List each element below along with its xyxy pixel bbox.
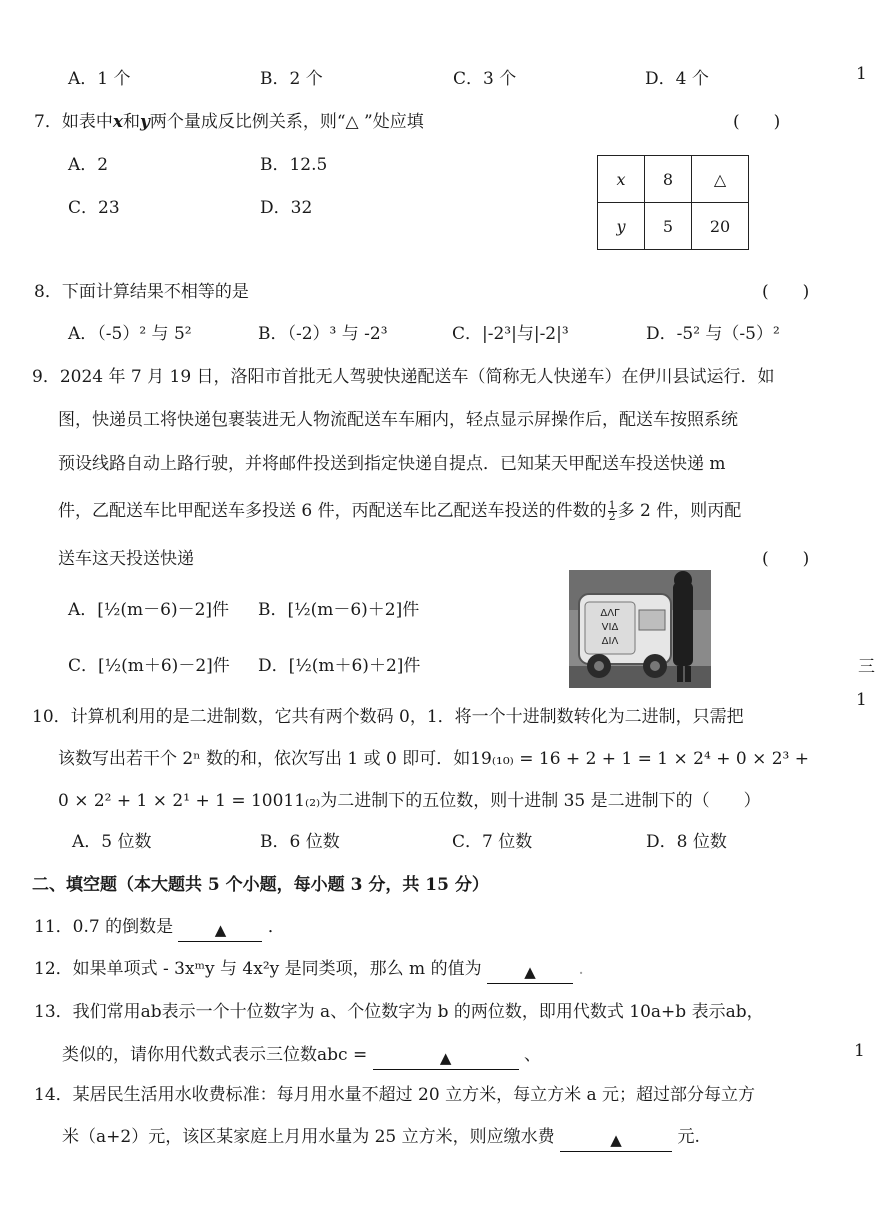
q6-option-a: A．1 个 — [68, 69, 131, 89]
svg-text:ΔΙΛ: ΔΙΛ — [601, 636, 619, 647]
q9-option-c: C．[½(m＋6)－2]件 — [68, 656, 230, 676]
q9-line-2: 图，快递员工将快递包裹装进无人物流配送车车厢内，轻点显示屏操作后，配送车按照系统 — [58, 410, 738, 430]
q7-option-b: B．12.5 — [260, 155, 328, 175]
q7-option-d: D．32 — [260, 198, 313, 218]
margin-mark: 1 — [856, 64, 867, 84]
q8-answer-paren: ( ) — [762, 282, 810, 302]
q8-option-b: B．（-2）³ 与 -2³ — [258, 324, 388, 344]
q9-answer-paren: ( ) — [762, 549, 810, 569]
q6-option-d: D．4 个 — [645, 69, 709, 89]
q8-option-d: D．-5² 与（-5）² — [646, 324, 780, 344]
table-row — [598, 203, 749, 250]
q8-option-c: C．|-2³|与|-2|³ — [452, 324, 569, 344]
delivery-vehicle-photo — [569, 570, 711, 688]
q7-option-c: C．23 — [68, 198, 120, 218]
q8-option-a: A．（-5）² 与 5² — [68, 324, 192, 344]
q14-line-1: 14．某居民生活用水收费标准：每月用水量不超过 20 立方米，每立方米 a 元；超过部分每立方 — [34, 1085, 756, 1105]
margin-mark: 1 — [854, 1041, 865, 1061]
table-cell: 5 — [645, 203, 692, 250]
table-cell: x — [598, 156, 645, 203]
q9-option-b: B．[½(m－6)＋2]件 — [258, 600, 420, 620]
q7-option-a: A．2 — [68, 155, 109, 175]
table-cell: △ — [692, 156, 749, 203]
q12: 12．如果单项式 - 3xᵐy 与 4x²y 是同类项，那么 m 的值为 ▲ . — [34, 954, 584, 984]
q10-line-2: 该数写出若干个 2ⁿ 数的和，依次写出 1 或 0 即可．如19₍₁₀₎ = 16 + 2 + 1 = 1 × 2⁴ + 0 × 2³ + — [58, 749, 810, 769]
fraction: $\frac{1}{2}$ — [608, 499, 616, 523]
q7-stem: 7．如表中x和y两个量成反比例关系，则“△ ”处应填 — [34, 112, 424, 132]
answer-blank[interactable]: ▲ — [560, 1131, 672, 1152]
q9-line-3: 预设线路自动上路行驶，并将邮件投送到指定快递自提点．已知某天甲配送车投送快递 m — [58, 454, 726, 474]
q7-table — [597, 155, 749, 250]
q13-line-1: 13．我们常用ab表示一个十位数字为 a、个位数字为 b 的两位数，即用代数式 10a+b 表示ab， — [34, 1002, 764, 1022]
q9-line-5: 送车这天投送快递 — [58, 549, 194, 569]
table-cell: 20 — [692, 203, 749, 250]
q9-line-1: 9．2024 年 7 月 19 日，洛阳市首批无人驾驶快递配送车（简称无人快递车）在伊川县试运行．如 — [32, 367, 775, 387]
answer-blank[interactable]: ▲ — [373, 1049, 519, 1070]
q9-option-a: A．[½(m－6)－2]件 — [68, 600, 230, 620]
q8-stem: 8．下面计算结果不相等的是 — [34, 282, 249, 302]
q10-option-c: C．7 位数 — [452, 832, 533, 852]
svg-text:ΔΛΓ: ΔΛΓ — [600, 608, 620, 619]
q11: 11．0.7 的倒数是 ▲ ． — [34, 912, 285, 942]
q6-option-b: B．2 个 — [260, 69, 323, 89]
q14-line-2: 米（a+2）元，该区某家庭上月用水量为 25 立方米，则应缴水费 ▲ 元. — [62, 1122, 700, 1152]
q6-option-c: C．3 个 — [453, 69, 517, 89]
q7-answer-paren: ( ) — [733, 112, 781, 132]
svg-text:VΙΔ: VΙΔ — [601, 622, 619, 633]
q13-line-2: 类似的，请你用代数式表示三位数abc = ▲ 、 — [62, 1040, 541, 1070]
section-title: 二、填空题（本大题共 5 个小题，每小题 3 分，共 15 分） — [32, 875, 489, 895]
q10-line-1: 10．计算机利用的是二进制数，它共有两个数码 0，1．将一个十进制数转化为二进制，只需把 — [32, 707, 744, 727]
q10-option-b: B．6 位数 — [260, 832, 340, 852]
q9-line-4: 件，乙配送车比甲配送车多投送 6 件，丙配送车比乙配送车投送的件数的 $\frac{1}{2}$ 多 2 件，则丙配 — [58, 499, 742, 523]
table-cell: y — [598, 203, 645, 250]
answer-blank[interactable]: ▲ — [178, 921, 262, 942]
q9-option-d: D．[½(m＋6)＋2]件 — [258, 656, 421, 676]
q10-option-d: D．8 位数 — [646, 832, 727, 852]
table-row — [598, 156, 749, 203]
q10-option-a: A．5 位数 — [72, 832, 152, 852]
margin-mark: 三 — [858, 657, 875, 677]
table-cell: 8 — [645, 156, 692, 203]
answer-blank[interactable]: ▲ — [487, 963, 573, 984]
q10-line-3: 0 × 2² + 1 × 2¹ + 1 = 10011₍₂₎为二进制下的五位数，则十进制 35 是二进制下的（ ） — [58, 791, 761, 811]
margin-mark: 1 — [856, 690, 867, 710]
